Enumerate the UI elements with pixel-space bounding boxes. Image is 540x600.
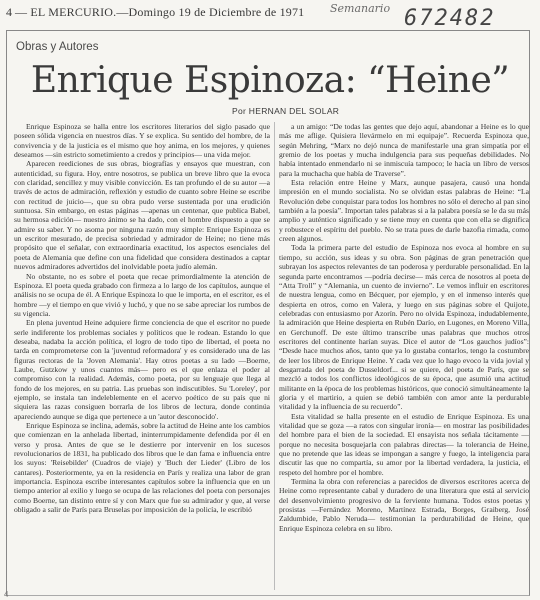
newspaper-date-line: — EL MERCURIO.—Domingo 19 de Diciembre de 1971: [15, 4, 305, 19]
paragraph: Termina la obra con referencias a parecidos de diversos escritores acerca de Heine como representante cabal y duradero de una literatura que está al servicio del desenvolvimiento progresivo de la ferviente humana. Todos estos poetas y prosistas —Fernández Moreno, Martínez Estrada, Borges, Graiberg, José Zaldumbide, Pablo Neruda— testimonian la perdurabilidad de Heine, que Enrique Espinoza celebra en su libro.: [279, 477, 529, 533]
section-title: Obras y Autores: [16, 41, 99, 53]
article-headline: Enrique Espinoza: “Heine”: [30, 60, 510, 101]
footer-mark: 4: [4, 590, 9, 599]
article-column-left: [14, 122, 270, 592]
paragraph: Enrique Espinoza se inclina, además, sobre la actitud de Heine ante los cambios que comienzan en la anhelada libertad, ininterrumpidamente defendida por él en verso y prosa. Antes de que se le destierre por intervenir en los sucesos revolucionarios de 1831, ha publicado dos libros que le dan fama e influencia entre los suyos: 'Reisebilder' (Cuadros de viaje) y 'Buch der Lieder' (Libro de los cantares). Posteriormente, ya en la residencia en París y realiza una labor de gran importancia. Espinoza escribe interesantes capítulos sobre la influencia que en un tiempo anterior al exilio y luego se ocupa de las relaciones del poeta con personajes como Boerne, tan distinto entre sí y con Marx que fue su admirador y que, al verse obligado a salir de París para Bruselas por imposición de la policía, le escribió: [14, 421, 270, 515]
paragraph: Toda la primera parte del estudio de Espinoza nos evoca al hombre en su tiempo, su acción, sus ideas y su obra. Son páginas de gran penetración que subrayan los aspectos relevantes de tan poderosa y perdurable personalidad. En la segunda parte encontramos —podría decirse— más cerca de nosotros al poeta de “Atta Troll” y “Alemania, un cuento de invierno”. Le vemos influir en escritores de nuestra lengua, como en Bécquer, por ejemplo, y en el inmenso interés que despierta en otros, como en Valera, y luego en sus páginas sobre el Quijote, celebradas con entusiasmo por Azorín. Pero no olvida Espinoza, indudablemente, la admiración que Heine despierta en Rubén Darío, en Lugones, en Moreno Villa, en Gerchunoff. De este último transcribe unas palabras que muchos otros escritores del continente harían suyas. Dice el autor de “Los gauchos judíos”: “Desde hace muchos años, tanto que ya lo gustaba contarlos, tengo la costumbre de leer los libros de Enrique Heine. Y cada vez que lo hago evoco la vida jovial y desgarrada del poeta de Dusseldorf... si se quiere, del poeta de París, que se mezcló a todos los conflictos ideológicos de su época, que asumió una actitud militante en la época de los problemas históricos, que conoció simultáneamente la gloria y el martirio, a quien se debió también con amor ante la perdurable vitalidad y la influencia de su recuerdo”.: [279, 243, 529, 412]
paragraph: No obstante, no es sobre el poeta que recae primordialmente la atención de Espinoza. El poeta queda grabado con firmeza a lo largo de los capítulos, aunque el análisis no se ocupa de él. A Enrique Espinoza lo que le importa, en el escritor, es el hombre —y el tiempo en que vivió y luchó, y que no se sabe apreciar los rumbos de su vigencia.: [14, 271, 270, 318]
paragraph: a un amigo: “De todas las gentes que dejo aquí, abandonar a Heine es lo que más me aflige. Quisiera llevármelo en mi equipaje”. Recuerda Espinoza que, según Mehring, “Marx no dejó nunca de manifestarle una gran simpatía por el gremio de los poetas y mucha indulgencia para sus pequeñas debilidades. No había intentado enmendarlo ni se inmiscuía tampoco; le hacía un libro de versos para la muchacha que había de Traverse”.: [279, 122, 529, 178]
handwritten-note: Semanario: [330, 2, 391, 15]
paragraph: Esta vitalidad se halla presente en el estudio de Enrique Espinoza. Es una vitalidad que se goza —a ratos con singular ironía— en mostrar las posibilidades del hombre para el bien de la sociedad. El ensayista nos señala tácitamente —porque no necesita bosquejarla con palabras directas— la tolerancia de Heine, que no pretende que las ideas se impongan a sangre y fuego, la inteligencia para discutir las que no compartía, su amor por la libertad verdadera, la justicia, el respeto del hombre por el hombre.: [279, 411, 529, 477]
article-byline: Por HERNAN DEL SOLAR: [232, 106, 340, 116]
paragraph: Enrique Espinoza se halla entre los escritores literarios del siglo pasado que poseen sólida vigencia en nuestros días. Y se explica. Su sentido del hombre, de la convivencia y de la justicia es el mismo que hoy anima, en los mejores, y quienes deseamos —sin estricto sometimiento a credos y principios— una vida mejor.: [14, 122, 270, 160]
paragraph: Esta relación entre Heine y Marx, aunque pasajera, causó una honda impresión en el mundo socialista. No se olvidan estas palabras de Heine: “La Revolución debe conquistar para todos los hombres no sólo el derecho al pan sino también a la poesía”. Importan tales palabras si a la palabra poesía se le da su más amplio y auténtico significado y se tiene muy en cuenta que con ella se dignifica y robustece el espíritu del pueblo. No se trata pues de darle bazofia rimada, como creen algunos.: [279, 178, 529, 244]
page-number: 4: [6, 4, 12, 19]
article-column-right: [279, 122, 529, 592]
handwritten-archive-number: 672482: [404, 6, 496, 31]
paragraph: En plena juventud Heine adquiere firme conciencia de que el escritor no puede serle indiferente los problemas sociales y políticos que le rodean. Estando lo que deseaba, nadaba la acción política, el logro de todo tipo de libertad, el poeta no tarda en comprometerse con la 'juventud reformadora' y es considerado una de las figuras rectoras de la 'Joven Alemania'. Hay otros poetas a su lado —Boerne, Laube, Gutzkow y unos cuantos más— pero es el que enlaza el poder al compromiso con la realidad. Además, como poeta, por su lenguaje que llega al fondo de los mejores, en su patria. Las pruebas son indiscutibles. Su 'Loreley', por ejemplo, se instala tan indeleblemente en el acervo poético de su país que ni siquiera las razas consiguen borrarla de los libros de lectura, donde continúa apareciendo aunque se diga que pertenece a un 'autor desconocido'.: [14, 318, 270, 421]
paragraph: Aparecen reediciones de sus obras, biografías y ensayos que muestran, con autenticidad, su figura. Hoy, entre nosotros, se publica un breve libro que la evoca con claridad, sencillez y muy visible convicción. Es tan profundo el de su autor —a través de actos de admiración, reflexión y estudio de cuanto sobre Heine se escribe con rectitud de juicio—, que su obra pudo verse sustentada por una erudición suntuosa. Sin embargo, en estas páginas —apenas un centenar, que publica Babel, su hermosa edición— nuestro ánimo se ha dado, con el hombre dispuesto a que se admire su saber. Y no asoma por ninguna razón muy simple: Enrique Espinoza es un escritor mesurado, de precisa sobriedad y admirador de Heine; no tiene más propósito que el señalar, con extraordinaria exactitud, los aspectos esenciales del poeta de Alemania que define con una fidelidad que considera destinados a captar nuevos admiradores advertidos del inolvidable poeta judío alemán.: [14, 159, 270, 272]
column-divider: [274, 122, 275, 590]
